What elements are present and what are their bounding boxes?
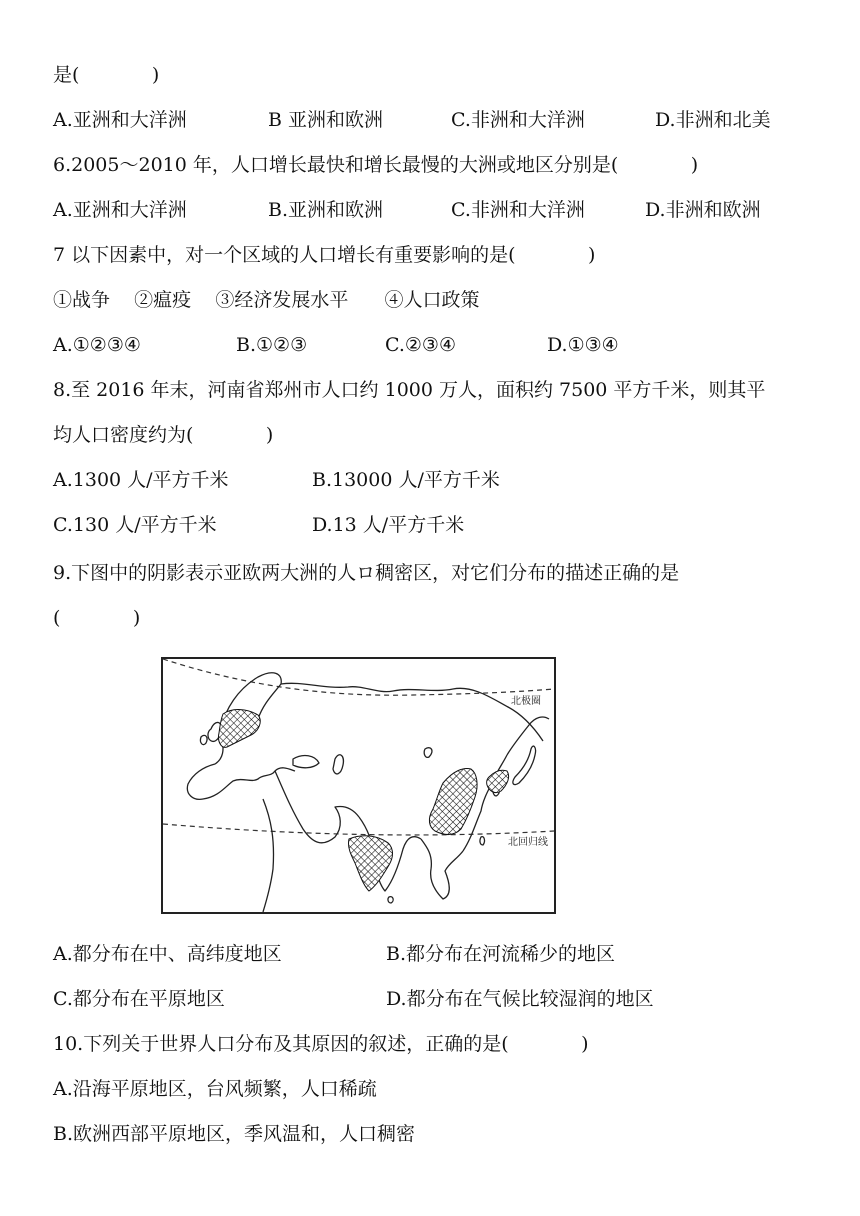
dense-area-europe [218,710,260,748]
dense-area-japan [487,770,509,792]
q9-option-a: A.都分布在中、高纬度地区 [53,943,282,965]
dense-area-east-asia [429,769,477,835]
q5-option-d: D.非洲和北美 [655,109,771,131]
q6-option-a: A.亚洲和大洋洲 [53,199,187,221]
q8-stem-line1: 8.至 2016 年末，河南省郑州市人口约 1000 万人，面积约 7500 平方千米，则其平 [53,379,766,401]
q9-option-c: C.都分布在平原地区 [53,988,225,1010]
q10-option-b: B.欧洲西部平原地区，季风温和，人口稠密 [53,1123,416,1145]
q9-stem-line1: 9.下图中的阴影表示亚欧两大洲的人ロ稠密区，对它们分布的描述正确的是 [53,562,680,584]
q5-stem-tail: 是( ) [53,64,160,86]
q5-option-c: C.非洲和大洋洲 [451,109,585,131]
q6-stem: 6.2005～2010 年，人口增长最快和增长最慢的大洲或地区分别是( ) [53,154,699,176]
q8-stem-line2: 均人口密度约为( ) [53,424,274,446]
tropic-of-cancer-label: 北回归线 [508,837,548,848]
q7-factors: ①战争 ②瘟疫 ③经济发展水平 ④人口政策 [53,289,480,311]
q7-option-c: C.②③④ [385,334,456,356]
q7-option-b: B.①②③ [236,334,308,356]
q7-option-a: A.①②③④ [53,334,141,356]
tropic-of-cancer-line [163,824,554,835]
dense-area-south-asia [348,836,392,891]
q6-option-b: B.亚洲和欧洲 [268,199,384,221]
q8-option-a: A.1300 人/平方千米 [53,469,229,491]
q10-option-a: A.沿海平原地区，台风频繁，人口稀疏 [53,1078,377,1100]
q10-stem: 10.下列关于世界人口分布及其原因的叙述，正确的是( ) [53,1033,589,1055]
q7-option-d: D.①③④ [547,334,619,356]
q9-option-d: D.都分布在气候比较湿润的地区 [386,988,654,1010]
q9-option-b: B.都分布在河流稀少的地区 [386,943,616,965]
q7-stem: 7 以下因素中，对一个区域的人口增长有重要影响的是( ) [53,244,596,266]
q5-option-a: A.亚洲和大洋洲 [53,109,187,131]
eurasia-population-map [161,657,556,914]
q8-option-b: B.13000 人/平方千米 [312,469,500,491]
map-svg [163,659,554,912]
q8-option-d: D.13 人/平方千米 [312,514,465,536]
q5-option-b: B 亚洲和欧洲 [268,109,384,131]
q6-option-c: C.非洲和大洋洲 [451,199,585,221]
q8-option-c: C.130 人/平方千米 [53,514,217,536]
arctic-circle-line [163,659,554,695]
dense-population-areas [218,710,508,891]
arctic-circle-label: 北极圈 [511,696,541,707]
q6-option-d: D.非洲和欧洲 [645,199,761,221]
q9-stem-line2: ( ) [53,607,141,629]
